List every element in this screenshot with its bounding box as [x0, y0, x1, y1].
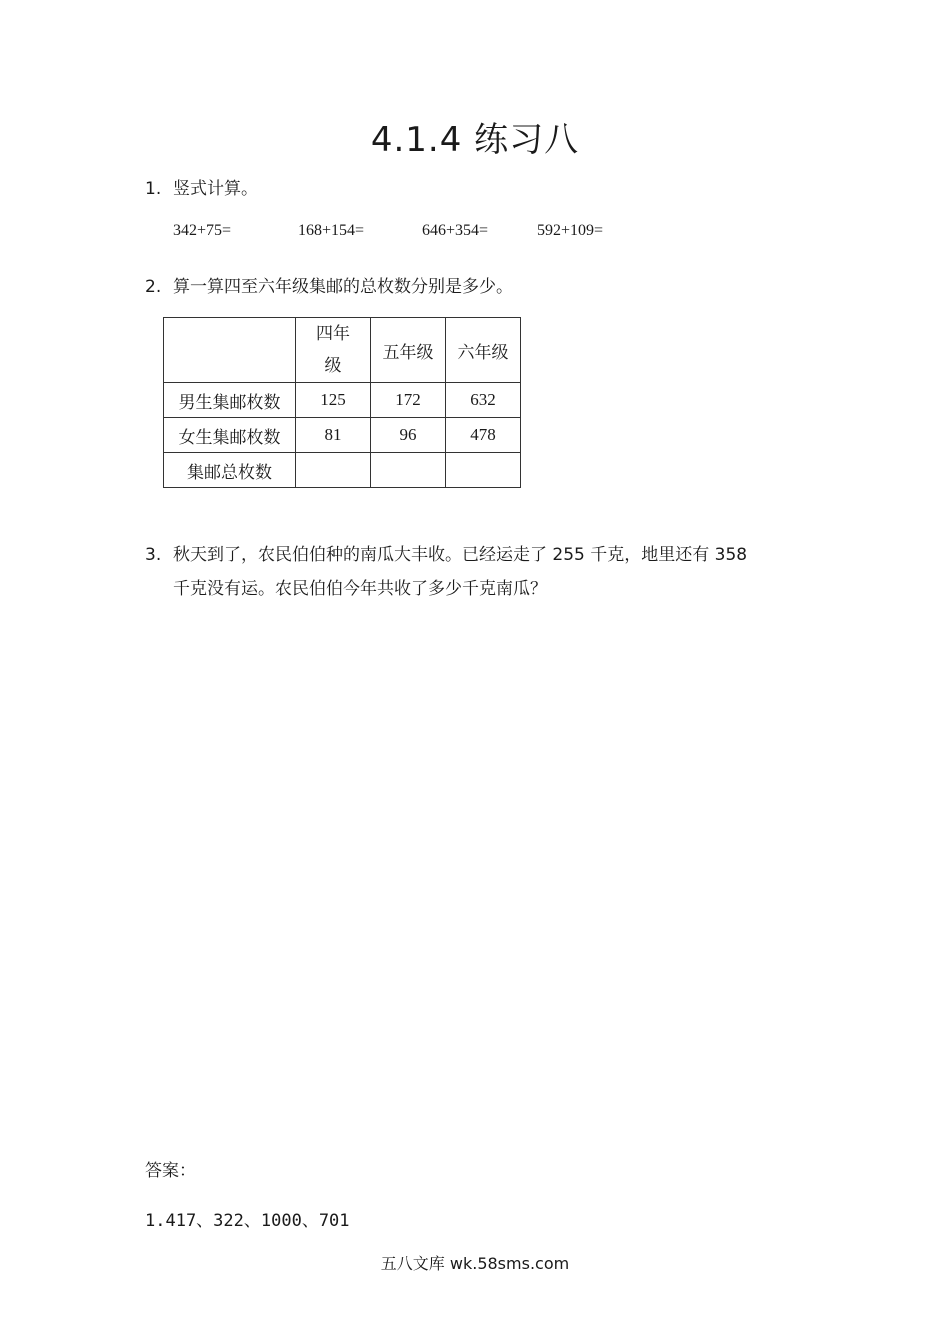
question-1 — [145, 174, 258, 199]
question-2-number: 2. — [145, 277, 162, 297]
table-row — [164, 418, 521, 453]
table-cell: 81 — [296, 418, 371, 453]
question-3-number: 3. — [145, 545, 162, 565]
table-cell: 632 — [446, 383, 521, 418]
table-cell-empty — [371, 453, 446, 488]
table-cell-empty — [296, 453, 371, 488]
question-3-line-1: 秋天到了，农民伯伯种的南瓜大丰收。已经运走了 255 千克，地里还有 358 — [173, 545, 748, 565]
stamp-table — [163, 317, 521, 488]
question-1-text: 竖式计算。 — [173, 179, 258, 199]
table-cell-empty — [446, 453, 521, 488]
table-corner-cell — [164, 318, 296, 383]
question-3-line-2: 千克没有运。农民伯伯今年共收了多少千克南瓜？ — [173, 579, 547, 599]
table-header-row — [164, 318, 521, 383]
question-2-text: 算一算四至六年级集邮的总枚数分别是多少。 — [173, 277, 513, 297]
answer-1: 1.417、322、1000、701 — [145, 1211, 350, 1231]
calc-problem: 168+154= — [298, 222, 365, 239]
table-cell: 478 — [446, 418, 521, 453]
table-row — [164, 453, 521, 488]
table-header-grade-5: 五年级 — [371, 318, 446, 383]
page-title: 4.1.4 练习八 — [370, 120, 580, 160]
table-header-grade-6: 六年级 — [446, 318, 521, 383]
calc-problem: 646+354= — [422, 222, 489, 239]
question-2 — [145, 272, 513, 297]
table-row-label: 男生集邮枚数 — [164, 383, 296, 418]
calc-problem: 592+109= — [537, 222, 604, 239]
calc-problem: 342+75= — [173, 222, 232, 239]
table-row-label: 女生集邮枚数 — [164, 418, 296, 453]
table-cell: 125 — [296, 383, 371, 418]
table-cell: 172 — [371, 383, 446, 418]
footer-watermark: 五八文库 wk.58sms.com — [380, 1254, 570, 1273]
table-cell: 96 — [371, 418, 446, 453]
table-row — [164, 383, 521, 418]
answers-heading: 答案： — [145, 1161, 196, 1181]
question-1-number: 1. — [145, 179, 162, 199]
question-3 — [145, 538, 747, 606]
table-row-label: 集邮总枚数 — [164, 453, 296, 488]
table-header-grade-4: 四年级 — [296, 318, 371, 383]
